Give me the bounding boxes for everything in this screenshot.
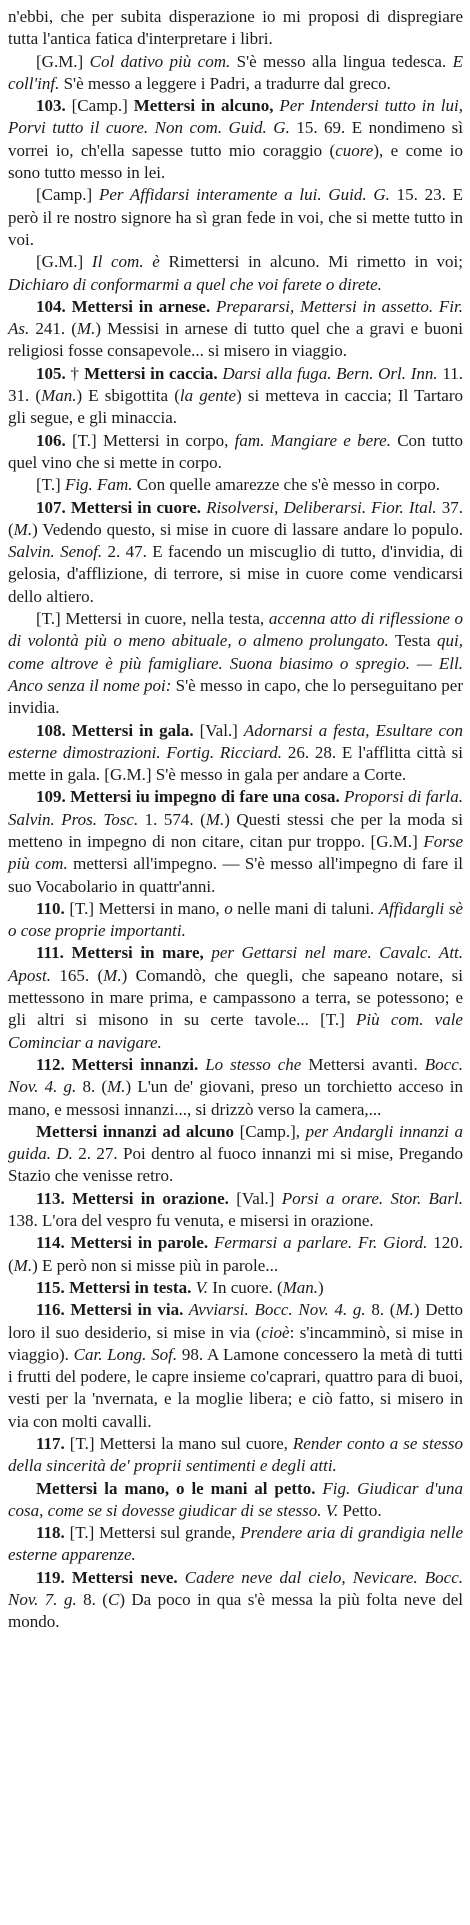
text-segment-plain: 8. ( [76, 1077, 108, 1097]
text-segment-plain: Testa [388, 631, 438, 651]
text-segment-num: 105. [36, 363, 66, 383]
text-segment-def: Prepararsi, Mettersi in assetto. Fir. As. [8, 296, 463, 339]
dictionary-paragraph [8, 1567, 463, 1634]
dictionary-paragraph [8, 95, 463, 184]
text-segment-plain: ) Comandò, che quegli, che sapeano notare, si mettessono in mare prima, e campassono a terra, se potessono; e gli altri si misono in su certe tavole... [T.] [8, 965, 463, 1030]
text-segment-plain: . ( [268, 1277, 283, 1297]
text-segment-plain: mettersi all'impegno. — S'è messo all'impegno di fare il suo Vocabolario in quattr'anni. [8, 854, 464, 896]
text-segment-plain: [T.] Mettersi in corpo, [65, 430, 235, 450]
text-segment-num: 112. [36, 1054, 65, 1074]
text-segment-num: 103. [36, 96, 66, 116]
text-segment-def: M. [103, 965, 122, 985]
text-segment-head: Mettersi in gala. [71, 720, 194, 740]
text-segment-plain: n'ebbi, che per subita disperazione io mi proposi di dispregiare tutta l'antica fatica d'interpretare i libri. [8, 7, 463, 49]
text-segment-plain: nelle mani di taluni. [232, 898, 379, 918]
text-segment-plain: ) Detto loro il suo desiderio, si mise in via ( [8, 1300, 463, 1342]
text-segment-plain: ) si metteva in caccia; Il Tartaro gli segue, e gli minaccia. [8, 386, 464, 428]
text-segment-def: Col dativo più com. [89, 51, 231, 71]
text-segment-head: Mettersi in mare, [71, 943, 204, 963]
text-segment-num: 107. [36, 497, 66, 517]
text-segment-num: 119. [36, 1567, 65, 1587]
text-segment-def: Fig. Giudicar d'una cosa, come se si dovesse giudicar di se stesso. V. [8, 1478, 463, 1520]
text-segment-plain: [G.M.] [36, 51, 90, 71]
dictionary-paragraph [8, 474, 463, 496]
dictionary-paragraph [8, 296, 463, 363]
text-segment-head: Mettersi in parole. [70, 1233, 209, 1253]
dictionary-paragraph [8, 786, 463, 897]
text-segment-def: Prendere aria di grandigia nelle esterne apparenze. [8, 1523, 463, 1565]
text-segment-def: M. [76, 319, 96, 339]
text-segment-plain: ) E però non si misse più in parole... [32, 1255, 279, 1275]
text-segment-def: Per Intendersi tutto in lui, Porvi tutto il cuore. Non com. Guid. G. [8, 96, 463, 138]
text-segment-head: Mettersi neve. [71, 1567, 178, 1587]
dictionary-paragraph [8, 720, 463, 787]
text-segment-head: Mettersi in via. [70, 1300, 184, 1320]
dictionary-paragraph [8, 1478, 463, 1523]
dictionary-paragraph [8, 251, 463, 296]
text-segment-def: per Gettarsi nel mare. Cavalc. Att. Apost. [8, 943, 464, 985]
text-segment-plain: † [65, 363, 85, 383]
text-segment-def: accenna atto di riflessione o di volontà più o meno abituale, o almeno prolungato. [8, 609, 464, 651]
text-segment-plain: 26. 28. E l'afflitta città si mette in gala. [G.M.] S'è messo in gala per andare a Corte. [8, 742, 463, 785]
text-segment-plain: [Val.] [193, 720, 244, 740]
text-segment-num: 113. [36, 1188, 65, 1208]
text-segment-plain: 138. L'ora del vespro fu venuta, e misersi in orazione. [8, 1211, 374, 1231]
dictionary-paragraph [8, 184, 463, 251]
dictionary-paragraph [8, 1054, 463, 1121]
text-segment-def: M. [205, 809, 225, 829]
text-segment-head: Mettersi iu impegno di fare una cosa. [70, 787, 340, 807]
text-segment-plain: 11. 31. ( [8, 363, 463, 406]
text-segment-plain: [Camp.], [234, 1121, 306, 1141]
text-segment-plain: 98. A Lamone concessero la metà di tutti i frutti del podere, le capre insieme co'caprari, quattro para di buoi, vesti per la 'nvernata, e la moglie libera; e ciò fatto, si misero in via con molti cavalli. [8, 1344, 463, 1431]
text-segment-def: per Andargli innanzi a guida. D. [8, 1121, 463, 1164]
text-segment-def: o [224, 898, 233, 918]
text-segment-head: Mettersi innanzi. [71, 1054, 199, 1074]
text-segment-num: 104. [36, 296, 66, 316]
text-segment-def: M. [13, 519, 33, 539]
text-segment-plain: 120. ( [8, 1233, 464, 1275]
text-segment-def: Darsi alla fuga. Bern. Orl. Inn. [217, 363, 438, 383]
text-segment-plain: ), e come io sono tutto messo in lei. [8, 140, 463, 183]
text-segment-plain: In cuore [212, 1277, 269, 1297]
text-segment-plain: S'è messo alla lingua tedesca. [230, 51, 453, 71]
text-segment-def: Dichiaro di conformarmi a quel che voi farete o direte. [8, 274, 382, 294]
text-segment-def: Fig. Fam. [64, 475, 133, 495]
text-segment-def: Avviarsi. Bocc. Nov. 4. g. [183, 1300, 366, 1320]
dictionary-paragraph [8, 1232, 463, 1277]
text-segment-plain: 8. ( [365, 1300, 396, 1320]
text-segment-plain: 1. 574. ( [138, 809, 206, 829]
text-segment-head: Mettersi innanzi ad alcuno [36, 1121, 235, 1141]
text-segment-num: 114. [36, 1233, 65, 1253]
text-segment-plain: 15. 23. E però il re nostro signore ha sì gran fede in voi, che si mette tutto in voi. [8, 185, 463, 249]
text-segment-def: Cadere neve dal cielo, Nevicare. Bocc. Nov. 7. g. [8, 1567, 464, 1610]
text-segment-num: 110. [36, 898, 65, 918]
dictionary-paragraph [8, 363, 463, 430]
text-segment-def: Lo stesso che [198, 1054, 302, 1074]
text-segment-def: Il com. è [91, 252, 160, 272]
text-segment-plain: Mettersi avanti. [301, 1054, 425, 1074]
dictionary-paragraph [8, 1299, 463, 1433]
text-segment-plain: [Camp.] [36, 185, 99, 205]
text-segment-def: qui, come altrove è più famigliare. Suona biasimo o spregio. — Ell. Anco senza il nome poi: [8, 631, 464, 695]
text-segment-def: M. [395, 1300, 414, 1320]
text-segment-plain: ) Messisi in arnese di tutto quel che a gravi e buoni religiosi fosse consapevole... si misero in viaggio. [8, 319, 463, 361]
dictionary-paragraph [8, 6, 463, 51]
text-segment-head: Mettersi la mano, o le mani al petto. [36, 1478, 316, 1498]
text-segment-def: C [107, 1590, 120, 1610]
text-segment-plain: [T.] Mettersi in cuore, nella testa, [36, 609, 269, 629]
text-segment-def: M. [107, 1077, 126, 1097]
text-segment-def: Proporsi di farla. Salvin. Pros. Tosc. [8, 787, 464, 829]
text-segment-num: 109. [36, 787, 66, 807]
text-segment-num: 108. [36, 720, 66, 740]
text-segment-head: Mettersi in orazione. [72, 1188, 229, 1208]
dictionary-paragraph [8, 942, 463, 1053]
text-segment-head: Mettersi in cuore. [70, 497, 202, 517]
text-segment-def: Salvin. Senof. [8, 542, 103, 562]
text-segment-plain: 2. 47. E facendo un miscuglio di tutto, d'invidia, di gelosia, d'afflizione, di terrore, si mise in cuore come vendicarsi dello altiero. [8, 542, 463, 606]
text-segment-plain: [Camp.] [65, 96, 134, 116]
text-segment-num: 115. [36, 1277, 65, 1297]
dictionary-paragraph [8, 430, 463, 475]
text-segment-def: Adornarsi a festa, Esultare con esterne dimostrazioni. Fortig. Ricciard. [8, 720, 464, 762]
text-segment-def: M. [13, 1255, 33, 1275]
text-segment-plain: ) Da poco in qua s'è messa la più folta neve del mondo. [8, 1590, 463, 1632]
dictionary-paragraph [8, 1433, 463, 1478]
text-segment-plain [65, 1055, 72, 1074]
text-segment-def: Man. [282, 1277, 319, 1297]
text-segment-plain: Rimettersi in alcuno. Mi rimetto in voi; [159, 252, 463, 272]
text-segment-head: Mettersi in caccia. [84, 363, 218, 383]
text-segment-plain: [Val.] [228, 1188, 282, 1208]
text-segment-def: la gente [179, 386, 237, 406]
text-segment-def: Per Affidarsi interamente a lui. Guid. G. [98, 185, 390, 205]
text-segment-num: 106. [36, 430, 66, 450]
text-segment-def: Forse più com. [8, 831, 463, 874]
text-segment-num: 118. [36, 1523, 65, 1543]
text-segment-plain: : s'incamminò, si mise in viaggio). [8, 1322, 463, 1364]
text-segment-head: Mettersi in arnese. [71, 296, 211, 316]
text-segment-plain: [T.] [36, 475, 65, 495]
dictionary-paragraph [8, 1522, 463, 1567]
text-segment-def: E coll'inf. [8, 51, 463, 93]
text-segment-def: Car. Long. Sof. [73, 1344, 178, 1364]
text-segment-def: fam. Mangiare e bere. [234, 430, 391, 450]
text-segment-num: 111. [36, 943, 64, 963]
text-segment-plain [65, 1568, 72, 1587]
text-segment-def: Affidargli sè o cose proprie importanti. [8, 898, 463, 941]
text-segment-def: V. [191, 1277, 213, 1297]
text-segment-plain: 165. ( [50, 965, 104, 985]
text-segment-plain: ) L'un de' giovani, preso un torchietto acceso in mano, e messosi innanzi..., si drizzò verso la camera,... [8, 1077, 463, 1119]
text-segment-def: cuore [335, 140, 374, 160]
text-segment-plain: . [377, 1500, 382, 1520]
dictionary-paragraph [8, 898, 463, 943]
text-segment-def: Bocc. Nov. 4. g. [8, 1054, 463, 1097]
text-segment-def: Man. [41, 386, 77, 406]
text-segment-plain: S'è messo a leggere i Padri, a tradurre dal greco. [59, 73, 391, 93]
text-segment-def: Risolversi, Deliberarsi. Fior. Ital. [201, 497, 437, 517]
text-segment-plain: [T.] Mettersi sul grande, [64, 1523, 241, 1543]
text-segment-num: 116. [36, 1300, 65, 1320]
dictionary-paragraph [8, 1121, 463, 1188]
text-segment-plain: S'è messo in capo, che lo perseguitano per invidia. [8, 675, 463, 718]
text-segment-plain: [T.] Mettersi in mano, [64, 898, 225, 918]
text-segment-def: Fermarsi a parlare. Fr. Giord. [208, 1233, 428, 1253]
text-segment-plain: Con quelle amarezze che s'è messo in corpo. [132, 475, 441, 495]
text-segment-head: Mettersi in testa. [69, 1277, 192, 1297]
text-segment-def: Più com. vale Cominciar a navigare. [8, 1010, 463, 1052]
text-segment-plain: 15. 69. E nondimeno sì vorrei io, ch'ella sapesse tutto mio coraggio ( [8, 118, 463, 160]
text-segment-plain: Petto [338, 1500, 378, 1520]
dictionary-paragraph [8, 1188, 463, 1233]
dictionary-paragraph [8, 608, 463, 719]
text-segment-def: cioè [261, 1322, 290, 1342]
text-segment-plain: 2. 27. Poi dentro al fuoco innanzi mi si mise, Pregando Stazio che venisse retro. [8, 1144, 464, 1186]
text-segment-plain: Con tutto quel vino che si mette in corpo. [8, 430, 463, 472]
text-segment-def: Porsi a orare. Stor. Barl. [281, 1188, 463, 1208]
dictionary-paragraph [8, 1277, 463, 1299]
text-segment-plain: ) Questi stessi che per la moda si metteno in impegno di non citare, citan pur troppo. [G.M.] [8, 809, 463, 851]
text-segment-plain: 8. ( [76, 1590, 108, 1610]
text-segment-plain: ) [318, 1277, 324, 1297]
text-segment-plain: [T.] Mettersi la mano sul cuore, [64, 1434, 293, 1453]
text-segment-def: Render conto a se stesso della sincerità de' proprii sentimenti e degli atti. [8, 1434, 463, 1476]
dictionary-paragraph [8, 51, 463, 96]
text-segment-plain: ) E sbigottita ( [76, 386, 180, 406]
text-segment-head: Mettersi in alcuno, [133, 96, 274, 116]
text-segment-plain: [G.M.] [36, 252, 92, 272]
text-segment-plain: ) Vedendo questo, si mise in cuore di lassare andare lo populo. [32, 519, 463, 539]
dictionary-paragraph [8, 497, 463, 608]
text-segment-num: 117. [36, 1434, 65, 1453]
text-segment-plain: 37. ( [8, 497, 464, 539]
text-segment-plain: 241. ( [29, 319, 77, 339]
